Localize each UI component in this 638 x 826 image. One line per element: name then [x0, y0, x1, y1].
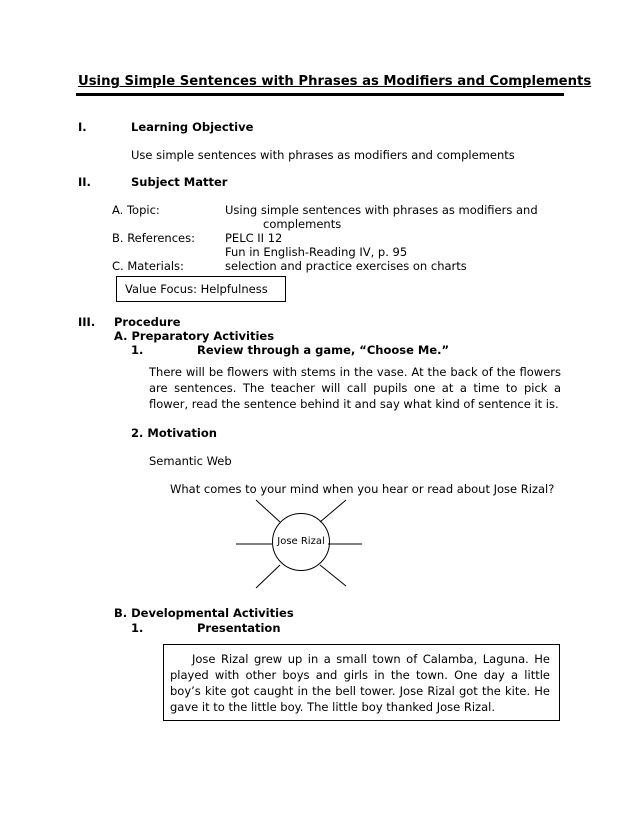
web-spoke-lower-right [320, 565, 346, 586]
references-value-line1: PELC II 12 [225, 231, 283, 245]
web-center-label: Jose Rizal [277, 536, 325, 547]
item1-number: 1. [131, 343, 144, 357]
semantic-web-question: What comes to your mind when you hear or read about Jose Rizal? [170, 482, 555, 496]
section-heading-procedure: Procedure [114, 315, 181, 329]
page-title: Using Simple Sentences with Phrases as Modifiers and Complements [78, 74, 592, 89]
story-text: Jose Rizal grew up in a small town of Calamba, Laguna. He played with other boys and girls in the town. One day a little boy’s kite got caught in the bell tower. Jose Rizal got the kite. He gave it to the little boy. The little boy thanked Jose Rizal. [170, 652, 550, 714]
materials-value: selection and practice exercises on charts [225, 259, 467, 273]
section-heading-objective: Learning Objective [131, 120, 254, 134]
section-numeral-subject: II. [78, 175, 91, 189]
topic-value-line2: complements [263, 217, 342, 231]
item1-description: There will be flowers with stems in the vase. At the back of the flowers are sentences. The teacher will call pupils one at a time to pick a flower, read the sentence behind it and say what kind of sentence it is. [149, 365, 561, 411]
section-numeral-procedure: III. [78, 315, 96, 329]
web-spoke-upper-right [320, 500, 346, 522]
web-spoke-upper-left [256, 500, 280, 522]
objective-text: Use simple sentences with phrases as modifiers and complements [131, 148, 515, 162]
section-numeral-objective: I. [78, 120, 87, 134]
references-label: B. References: [112, 231, 195, 245]
web-spoke-lower-left [256, 565, 280, 588]
presentation-title: Presentation [197, 621, 281, 635]
references-value-line2: Fun in English-Reading IV, p. 95 [225, 245, 408, 259]
semantic-web-label: Semantic Web [149, 454, 232, 468]
preparatory-activities-heading: A. Preparatory Activities [114, 329, 275, 343]
materials-label: C. Materials: [112, 259, 184, 273]
developmental-activities-heading: B. Developmental Activities [114, 606, 294, 620]
section-heading-subject: Subject Matter [131, 175, 228, 189]
item1-title: Review through a game, “Choose Me.” [197, 343, 450, 357]
topic-label: A. Topic: [112, 203, 160, 217]
motivation-heading: 2. Motivation [131, 426, 217, 440]
topic-value-line1: Using simple sentences with phrases as modifiers and [225, 203, 538, 217]
value-focus-text: Value Focus: Helpfulness [125, 282, 268, 296]
story-box [163, 644, 560, 721]
presentation-number: 1. [131, 621, 144, 635]
